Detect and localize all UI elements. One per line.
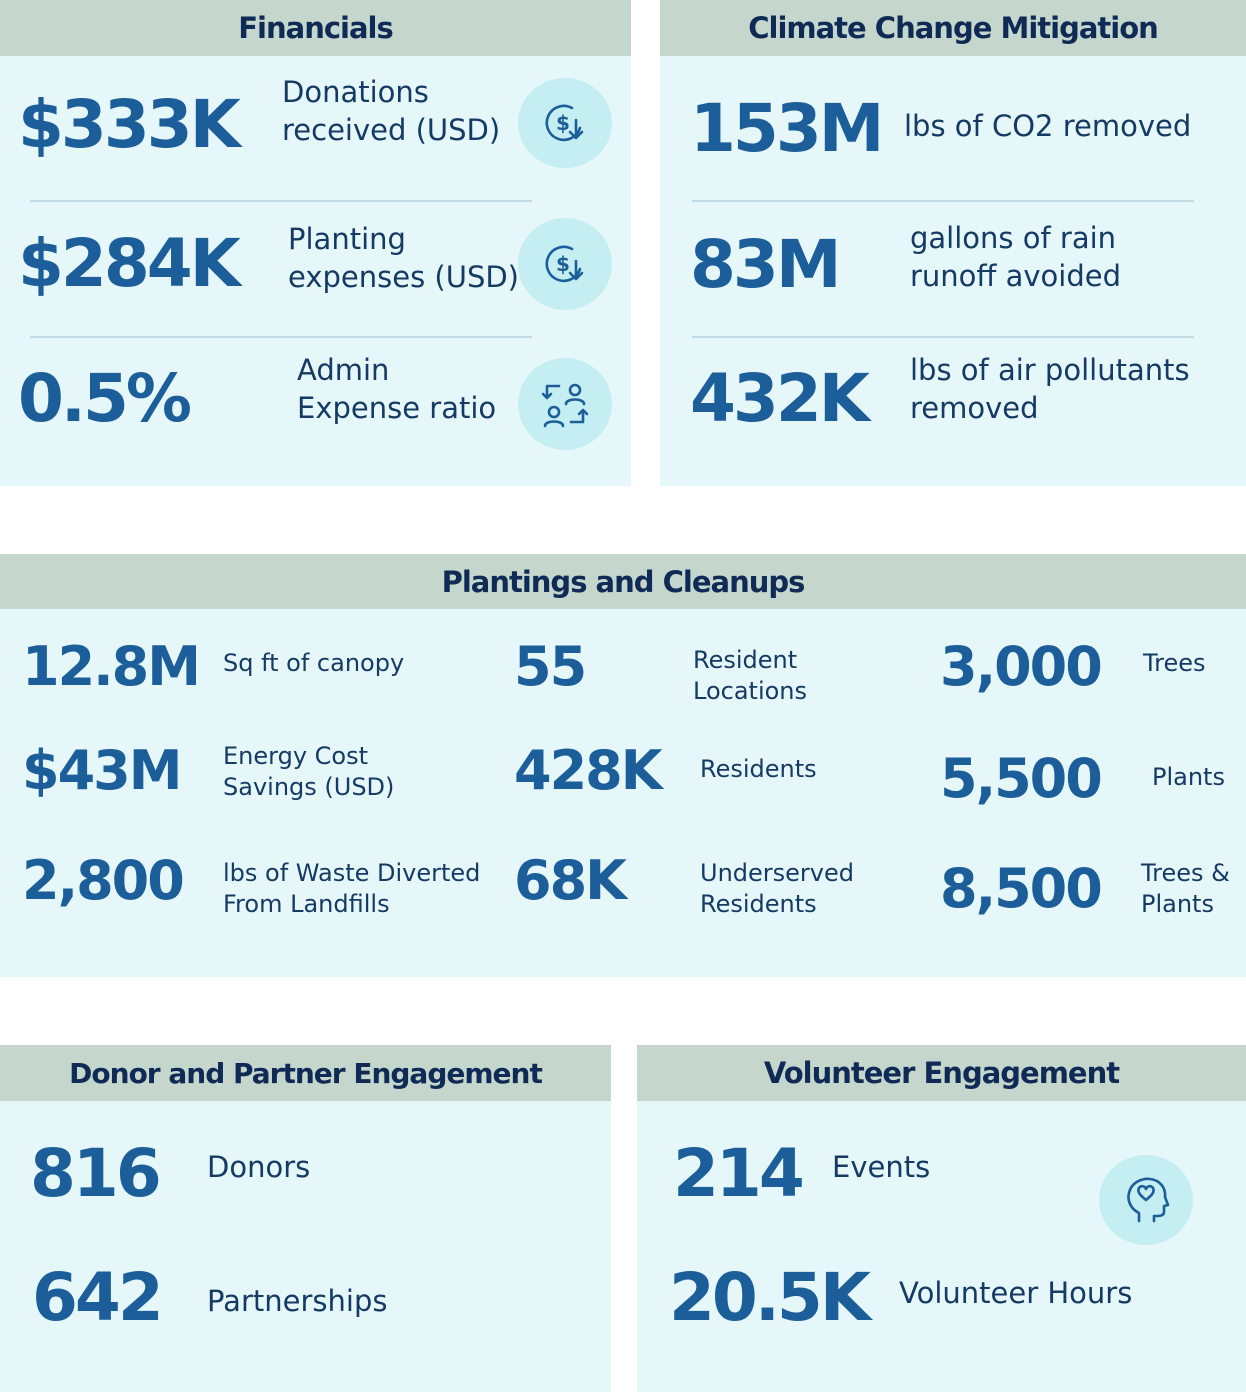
plants-label: Plants <box>1152 763 1225 791</box>
climate-divider-1 <box>692 200 1194 202</box>
underserved-label: Underserved Residents <box>700 859 854 919</box>
climate-divider-2 <box>692 336 1194 338</box>
planting-expenses-label: Planting expenses (USD) <box>288 222 519 294</box>
canopy-label: Sq ft of canopy <box>223 649 405 677</box>
residents-value: 428K <box>514 739 661 802</box>
admin-ratio-value: 0.5% <box>18 360 190 437</box>
canopy-value: 12.8M <box>22 635 199 698</box>
pollutants-label: lbs of air pollutants removed <box>910 353 1190 425</box>
residents-label: Residents <box>700 755 817 783</box>
partnerships-value: 642 <box>32 1259 161 1336</box>
partnerships-label: Partnerships <box>207 1284 388 1318</box>
climate-panel <box>660 0 1246 486</box>
dollar-arrow-icon <box>518 78 612 168</box>
donor-panel <box>0 1045 611 1392</box>
donor-title: Donor and Partner Engagement <box>0 1045 611 1101</box>
underserved-value: 68K <box>514 849 625 912</box>
svg-text:$: $ <box>556 111 570 135</box>
volunteer-title: Volunteer Engagement <box>637 1045 1246 1101</box>
waste-diverted-label: lbs of Waste Diverted From Landfills <box>223 859 481 919</box>
waste-diverted-value: 2,800 <box>22 849 183 912</box>
runoff-value: 83M <box>690 226 839 303</box>
events-value: 214 <box>673 1135 802 1212</box>
people-exchange-icon <box>518 358 612 450</box>
volunteer-hours-label: Volunteer Hours <box>899 1276 1133 1310</box>
volunteer-hours-value: 20.5K <box>669 1259 868 1336</box>
donors-value: 816 <box>30 1135 159 1212</box>
admin-ratio-label: Admin Expense ratio <box>297 353 497 425</box>
financials-divider-2 <box>30 336 532 338</box>
plants-value: 5,500 <box>940 747 1101 810</box>
co2-label: lbs of CO2 removed <box>904 109 1192 143</box>
trees-plants-value: 8,500 <box>940 857 1101 920</box>
trees-value: 3,000 <box>940 635 1101 698</box>
climate-title: Climate Change Mitigation <box>660 0 1246 56</box>
runoff-label: gallons of rain runoff avoided <box>910 221 1122 293</box>
donors-label: Donors <box>207 1150 311 1184</box>
co2-value: 153M <box>690 90 882 167</box>
financials-title: Financials <box>0 0 631 56</box>
events-label: Events <box>832 1150 931 1184</box>
trees-label: Trees <box>1143 649 1206 677</box>
donations-value: $333K <box>18 86 238 163</box>
trees-plants-label: Trees & Plants <box>1141 859 1230 919</box>
svg-text:$: $ <box>556 252 570 276</box>
plantings-panel <box>0 554 1246 977</box>
energy-savings-value: $43M <box>22 739 181 802</box>
donations-label: Donations received (USD) <box>282 75 501 147</box>
financials-panel <box>0 0 631 486</box>
head-heart-icon <box>1099 1155 1193 1245</box>
locations-label: Resident Locations <box>693 646 808 706</box>
plantings-title: Plantings and Cleanups <box>0 554 1246 609</box>
pollutants-value: 432K <box>690 360 867 437</box>
financials-divider-1 <box>30 200 532 202</box>
energy-savings-label: Energy Cost Savings (USD) <box>223 742 395 802</box>
planting-expenses-value: $284K <box>18 225 238 302</box>
volunteer-panel <box>637 1045 1246 1392</box>
locations-value: 55 <box>514 635 586 698</box>
dollar-arrow-icon <box>518 218 612 310</box>
